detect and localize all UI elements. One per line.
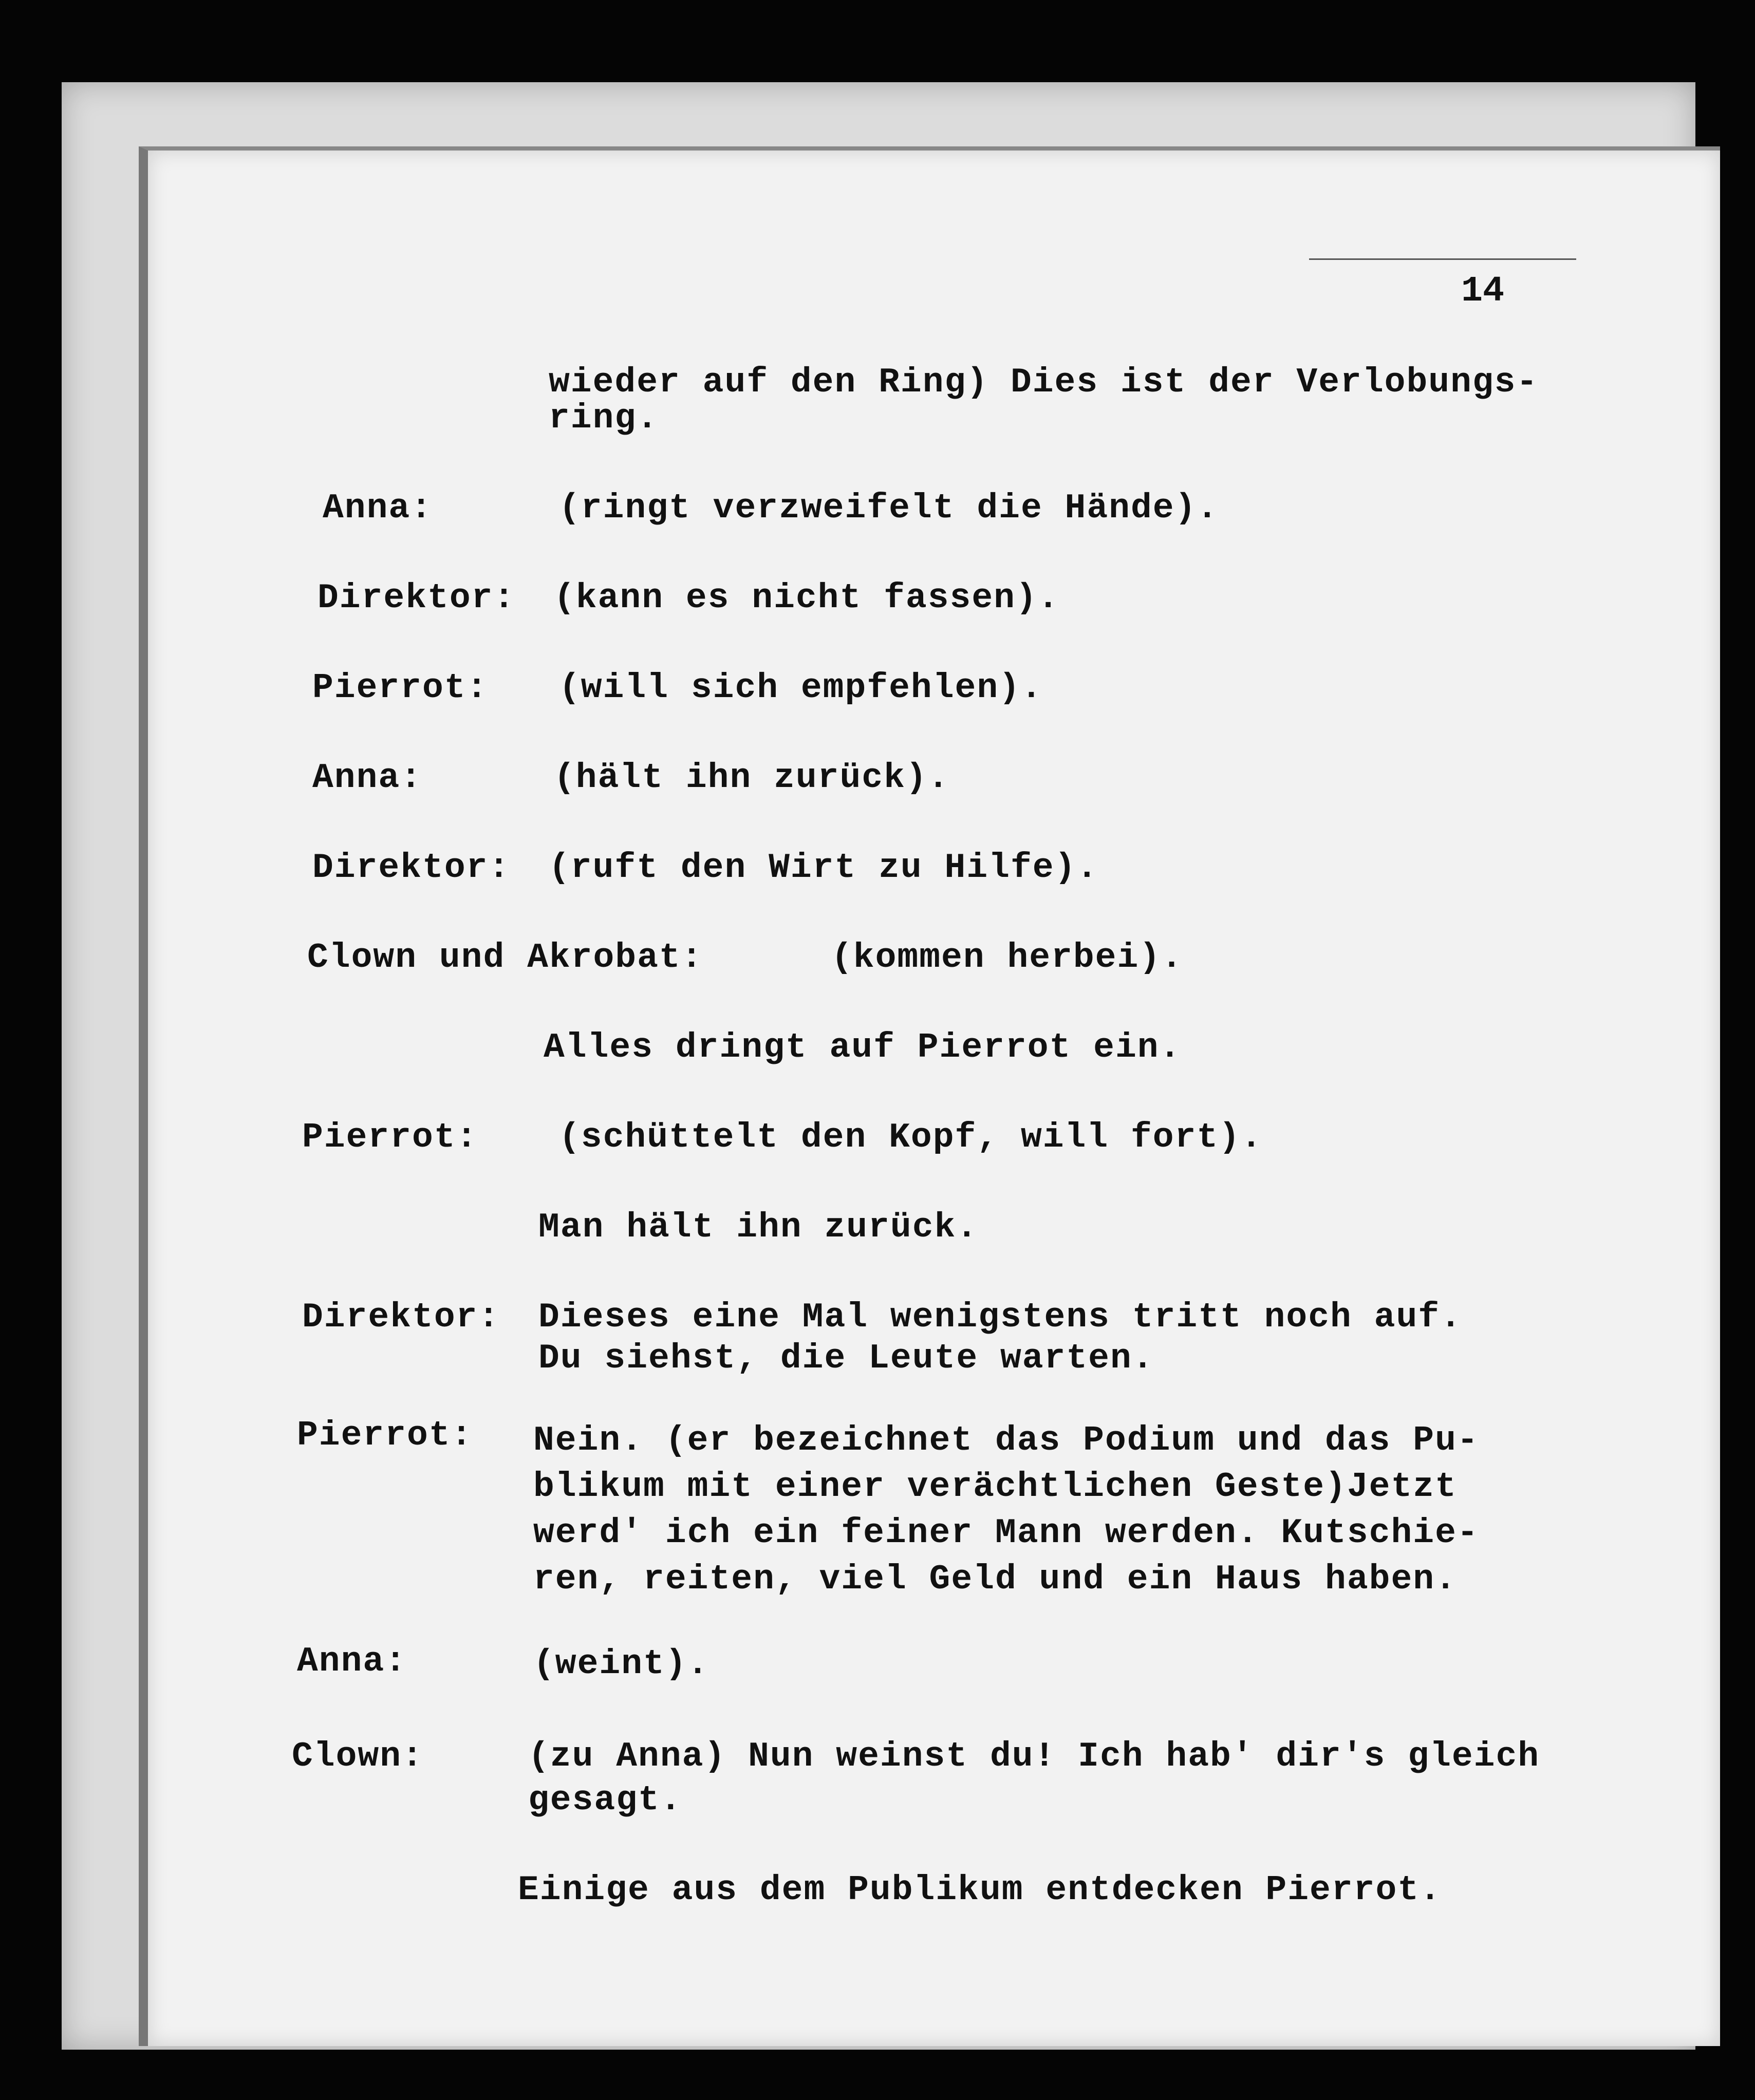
speaker-label: Pierrot: [297,1416,473,1455]
speaker-label: Anna: [323,489,433,528]
stage-line: (will sich empfehlen). [559,668,1043,708]
intro-line-1: wieder auf den Ring) Dies ist der Verlobungs- [549,363,1539,402]
dialogue-line: Dieses eine Mal wenigstens tritt noch auf. [538,1298,1462,1337]
stage-line: (kann es nicht fassen). [554,578,1060,618]
dialogue-line: ren, reiten, viel Geld und ein Haus haben. [533,1560,1457,1599]
typescript-page [139,146,1720,2046]
stage-line: (ringt verzweifelt die Hände). [559,489,1219,528]
speaker-label: Anna: [312,758,423,798]
stage-line: (schüttelt den Kopf, will fort). [559,1118,1263,1157]
stage-line: (ruft den Wirt zu Hilfe). [549,848,1099,888]
speaker-label: Direktor: [318,578,516,618]
speaker-label: Anna: [297,1642,407,1681]
stage-direction: Alles dringt auf Pierrot ein. [544,1028,1182,1067]
stage-line: (kommen herbei). [831,938,1183,978]
dialogue-line: Du siehst, die Leute warten. [538,1339,1154,1378]
dialogue-line: blikum mit einer verächtlichen Geste)Jetzt [533,1467,1457,1507]
dialogue-line: (zu Anna) Nun weinst du! Ich hab' dir's gleich [528,1737,1540,1776]
stage-direction: Man hält ihn zurück. [538,1208,979,1247]
intro-line-2: ring. [549,399,659,438]
speaker-label: Clown und Akrobat: [307,938,703,978]
dialogue-line: gesagt. [528,1780,682,1820]
speaker-label: Direktor: [312,848,511,888]
speaker-label: Pierrot: [312,668,489,708]
speaker-label: Clown: [292,1737,424,1776]
header-rule [1309,258,1576,260]
stage-line: (weint). [533,1644,710,1684]
page-number: 14 [1461,271,1504,312]
stage-line: (hält ihn zurück). [554,758,950,798]
stage-direction: Einige aus dem Publikum entdecken Pierrot. [518,1870,1442,1910]
speaker-label: Direktor: [302,1298,500,1337]
dialogue-line: werd' ich ein feiner Mann werden. Kutschie- [533,1513,1479,1553]
speaker-label: Pierrot: [302,1118,478,1157]
dialogue-line: Nein. (er bezeichnet das Podium und das Pu- [533,1421,1479,1460]
